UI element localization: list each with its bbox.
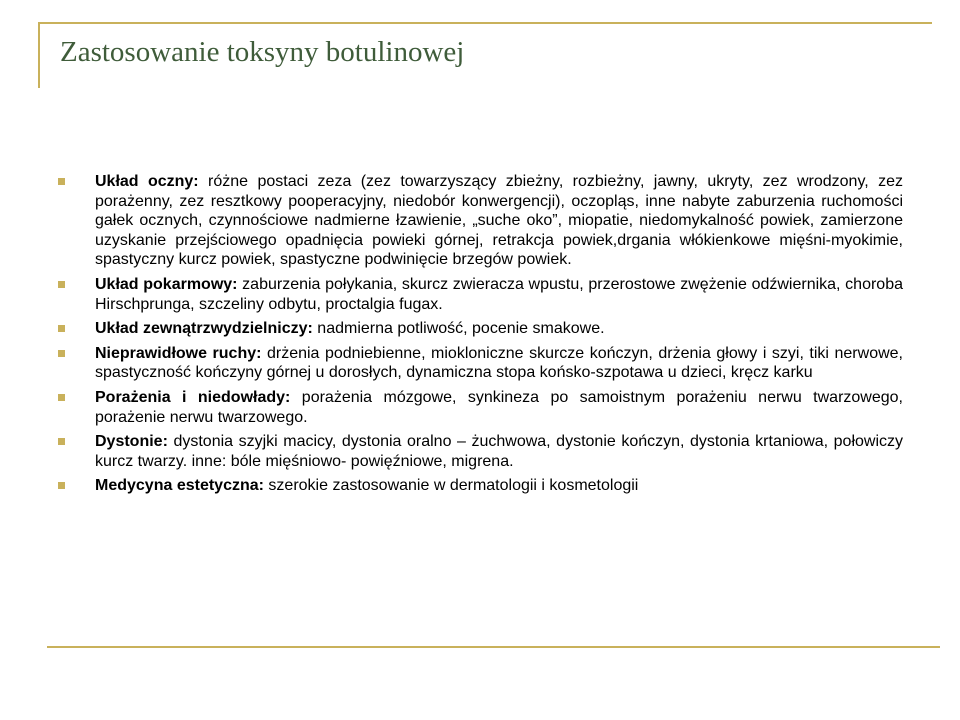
square-bullet-icon (58, 281, 65, 288)
square-bullet-icon (58, 178, 65, 185)
frame-bottom-line (47, 646, 940, 648)
bullet-item (58, 319, 903, 339)
bullet-label: Układ pokarmowy: (95, 275, 238, 293)
bullet-label: Medycyna estetyczna: (95, 477, 264, 495)
bullet-text: różne postaci zeza (zez towarzyszący zbieżny, rozbieżny, jawny, ukryty, zez wrodzony, zez porażenny, zez resztkowy pooperacyjny, niedobór konwergencji), oczopląs, inne nabyte zaburzenia ruchomości gałek ocznych, czynnościowe nadmierne łzawienie, „suche oko”, miopatie, niedomykalność powiek, zamierzone uzyskanie przejściowego opadnięcia powieki górnej, retrakcja powiek,drgania włókienkowe mięśni-myokimie, spastyczny kurcz powiek, spastyczne podwinięcie brzegów powiek. (95, 173, 903, 269)
square-bullet-icon (58, 394, 65, 401)
bullet-item (58, 172, 903, 270)
frame-top-line (38, 22, 932, 24)
bullet-item (58, 275, 903, 314)
slide-title: Zastosowanie toksyny botulinowej (60, 36, 465, 68)
bullet-label: Dystonie: (95, 433, 168, 451)
bullet-text: nadmierna potliwość, pocenie smakowe. (312, 320, 605, 338)
bullet-text: szerokie zastosowanie w dermatologii i kosmetologii (263, 477, 639, 495)
bullet-label: Układ oczny: (95, 173, 199, 190)
square-bullet-icon (58, 482, 65, 489)
bullet-label: Porażenia i niedowłady: (95, 388, 291, 406)
bullet-list (58, 172, 903, 501)
square-bullet-icon (58, 325, 65, 332)
bullet-label: Układ zewnątrzwydzielniczy: (95, 320, 313, 338)
bullet-item (58, 344, 903, 383)
bullet-text: drżenia podniebienne, miokloniczne skurcze kończyn, drżenia głowy i szyi, tiki nerwowe, spastyczność kończyny górnej u dorosłych, dynamiczna stopa końsko-szpotawa u dzieci, kręcz karku (95, 344, 903, 382)
bullet-item (58, 388, 903, 427)
bullet-label: Nieprawidłowe ruchy: (95, 344, 262, 362)
frame-left-line (38, 22, 40, 88)
bullet-item (58, 476, 903, 496)
bullet-text: zaburzenia połykania, skurcz zwieracza wpustu, przerostowe zwężenie odźwiernika, choroba Hirschprunga, szczeliny odbytu, proctalgia fugax. (95, 275, 903, 313)
bullet-text: dystonia szyjki macicy, dystonia oralno – żuchwowa, dystonie kończyn, dystonia krtaniowa, połowiczy kurcz twarzy. inne: bóle mięśniowo- powięźniowe, migrena. (95, 433, 903, 470)
bullet-item (58, 432, 903, 471)
square-bullet-icon (58, 350, 65, 357)
square-bullet-icon (58, 438, 65, 445)
bullet-text: porażenia mózgowe, synkineza po samoistnym porażeniu nerwu twarzowego, porażenie nerwu twarzowego. (95, 388, 903, 426)
